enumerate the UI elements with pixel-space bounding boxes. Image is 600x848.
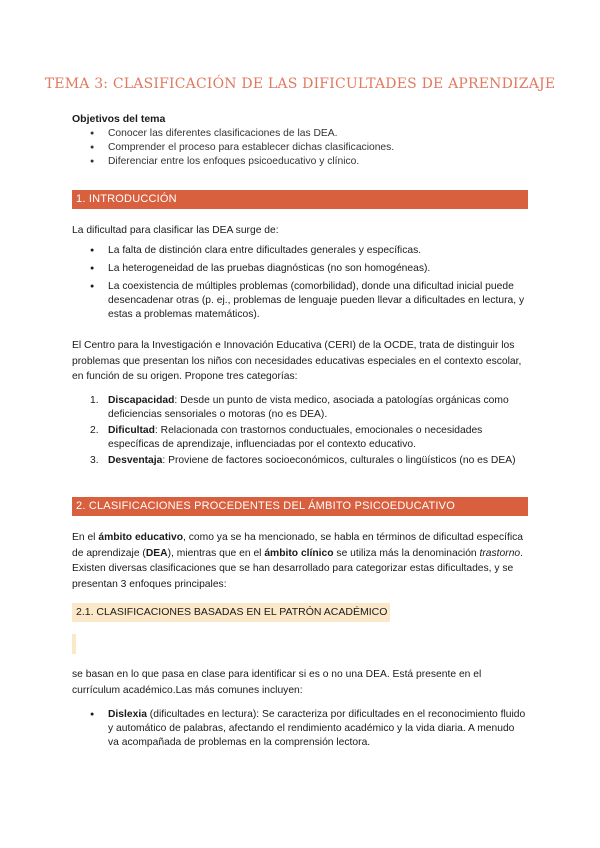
category-text: : Proviene de factores socioeconómicos, culturales o lingüísticos (no es DEA) [162,455,516,466]
category-text: : Relacionada con trastornos conductuales, emocionales o necesidades específicas de aprendizaje, influenciadas por el contexto educativo. [108,425,483,450]
list-item: ● La heterogeneidad de las pruebas diagnósticas (no son homogéneas). [108,262,528,276]
intro-paragraph: La dificultad para clasificar las DEA surge de: [72,225,279,236]
dislexia-text: (dificultades en lectura): Se caracteriza por dificultades en el reconocimiento fluido y automático de palabras, afectando el rendimiento académico y la vida diaria. A menudo va acompañada de problemas en la comprensión lectora. [108,709,526,748]
subsection-heading: 2.1. CLASIFICACIONES BASADAS EN EL PATRÓN ACADÉMICO [72,603,390,622]
dislexia-term: Dislexia [108,709,147,720]
objectives-list [108,127,394,169]
objectives-heading: Objetivos del tema [72,113,166,125]
categories-list [90,394,528,470]
item-number: 3. [90,455,99,466]
category-term: Desventaja [108,455,163,466]
category-term: Dificultad [108,425,155,436]
item-number: 2. [90,425,99,436]
item-number: 1. [90,395,99,406]
list-item [108,708,528,750]
list-item [90,454,528,468]
category-text: : Desde un punto de vista medico, asociada a patologías orgánicas como deficiencias sensoriales o motoras (no es DEA). [108,395,509,420]
category-term: Discapacidad [108,395,175,406]
list-item [90,424,528,452]
list-item: ● Diferenciar entre los enfoques psicoeducativo y clínico. [108,155,394,169]
list-item: ● La falta de distinción clara entre dificultades generales y específicas. [108,244,528,258]
page-title: TEMA 3: CLASIFICACIÓN DE LAS DIFICULTADES DE APRENDIZAJE [44,76,556,92]
section2-paragraph: En el ámbito educativo, como ya se ha mencionado, se habla en términos de dificultad específica de aprendizaje (DEA), mientras que en el ámbito clínico se utiliza más la denominación trastorno. Existen diversas clasificaciones que se han desarrollado para categorizar estas dificultades, y se presentan 3 enfoques principales: [72,532,524,590]
list-item: ● Conocer las diferentes clasificaciones de las DEA. [108,127,394,141]
list-item: ● Comprender el proceso para establecer dichas clasificaciones. [108,141,394,155]
section-heading-psicoeducativo: 2. CLASIFICACIONES PROCEDENTES DEL ÁMBITO PSICOEDUCATIVO [72,497,528,516]
list-item: ● La coexistencia de múltiples problemas (comorbilidad), donde una dificultad inicial puede desencadenar otras (p. ej., problemas de lenguaje pueden llevar a dificultades en lectura, y estas a problemas matemáticos). [108,280,528,322]
section-heading-introduccion: 1. INTRODUCCIÓN [72,190,528,209]
ceri-paragraph: El Centro para la Investigación e Innovación Educativa (CERI) de la OCDE, trata de distinguir los problemas que presentan los niños con necesidades educativas especiales en el contexto escolar, en función de su origen. Propone tres categorías: [72,340,522,382]
dislexia-list [108,708,528,750]
list-item [90,394,528,422]
intro-bullet-list [108,244,528,326]
subsection-paragraph: se basan en lo que pasa en clase para identificar si es o no una DEA. Está presente en el currículum académico.Las más comunes incluyen: [72,669,482,696]
empty-highlight-marker [72,634,76,654]
